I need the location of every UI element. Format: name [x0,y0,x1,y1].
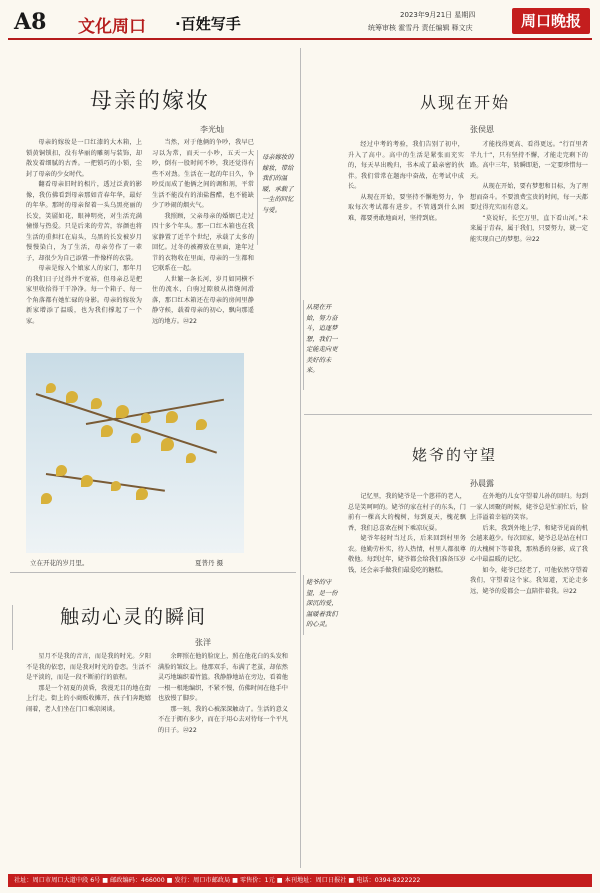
issue-date: 2023年9月21日 星期四 [400,11,476,19]
article-photo [26,353,244,553]
sidebar-rule-touching [12,605,13,650]
photo-leaf [116,405,129,418]
article-text-touching-col1: 星月不是我的音言，而是我的时光。夕阳不是我的依恋，而是我对时光的眷恋。生活不是平淡的，而是一段不断前行的旅程。 那是一个初夏的黄昏，我漫无目的地在街上行走。街上的小商贩收摊开，孩子们奔跑嬉闹着，老人们坐在门口乘凉闲谈。 [26,653,151,713]
photo-leaf [111,481,121,491]
photo-leaf [46,383,56,393]
article-title-present: 从现在开始 [420,93,511,112]
article-text-present-col1: 经过中考的考验，我们告别了初中，升入了高中。高中的生活是紧张而充实的，每天早出晚归，书本成了最亲密的伙伴。我们常常在题海中奋战，在考试中成长。 从现在开始，要坚持不懈地努力，争取每次考试都有进步。不管遇到什么困难，都要勇敢地面对，坚持到底。 [348,141,464,222]
article-sidebar-mother: 母亲嫁妆的嫁妆，带给我们的温暖，承载了一生的回忆与爱。 [262,154,294,214]
article-text-touching-col2: 余晖照在他的脸庞上，照在他花白的头发和满脸的皱纹上。他那双手，布满了老茧，却依然灵巧地编织着竹篮。我静静地站在旁边，看着他一根一根地编织，不紧不慢，仿佛时间在他手中也放慢了脚步。 那一刻，我的心被深深触动了。生活的意义不在于拥有多少，而在于用心去对待每一个平凡的日子。㉒22 [158,653,288,734]
article-author-mother: 李光灿 [200,125,224,134]
article-text-mother-col1: 母亲的嫁妆是一口红漆的大木箱，上锁黄铜锁扣，没有华丽的雕刻与装饰，却散发着细腻的古香。一把锁巧的小锁，尘封了母亲的少女时代。 翻看母亲旧时的相片，透过泛黄的影像，我仿佛看到母亲那如青春年华，最好的年华。那时的母亲留着一头乌黑亮丽的长发，笑靥如花，眼神明亮，对生活充满憧憬与热爱。只是后来的劳苦，容颜也将生活的重担扛在肩头，乌黑的长发被岁月慢慢染白，为了生活，母亲劳作了一辈子，却很少为自己添置一件像样的衣裳。 母亲是嫁入个娘家人的家门，那年月的我们日子过得并不宽裕，但母亲总是把家里收拾得干干净净。每一个箱子、每一个角落都有她忙碌的身影。母亲的嫁妆为新家增添了温暖，也为我们撑起了一个家。 [26,139,142,325]
subsection-title: ·百姓写手 [175,15,241,33]
sidebar-rule-grandpa [303,575,304,635]
article-text-mother-col2: 当然，对于他俩的争吵，我早已习以为常，而天一小吵，五天一大吵，倒有一股时间不吵，我还觉得有些不对劲。生活在一起的年日久，争吵反而成了他俩之间的调和剂，平常生活不能没有的油盐酱醋，也不能缺少了吵闹的烟火气。 我照顾，父亲母亲的婚姻已走过四十多个年头。那一口红木箱也在我家静置了近半个世纪，承载了太多的回忆。过冬的被褥放在里面，逢年过节的衣物收在里面，母亲的一生都和它联系在一起。 人世繁一条长河，岁月如同横不住的流水，白驹过隙般从指缝间滑落，那口红木箱还在母亲的房间里静静守候，载着母亲的初心，飘向那遥远的地方。㉒22 [152,139,254,325]
photo-leaf [81,475,93,487]
article-sidebar-grandpa: 姥爷的守望，是一份深沉的爱，温暖着我们的心灵。 [306,579,338,628]
article-text-grandpa-col1: 记忆里，我的姥爷是一个慈祥的老人，总是笑呵呵的。姥爷的家在村子的东头，门前有一棵高大的槐树，每到夏天，槐花飘香，我们总喜欢在树下乘凉玩耍。 姥爷年轻时当过兵，后来回到村里务农。他勤劳朴实，待人热情，村里人都很尊敬他。每到过年，姥爷都会给我们准备压岁钱，还会亲手做我们最爱吃的糖糕。 [348,493,466,574]
article-title-grandpa: 姥爷的守望 [412,446,498,464]
photo-leaf [161,438,174,451]
article-author-touching: 张洋 [195,638,211,647]
page-code: A8 [14,9,47,35]
article-title-touching: 触动心灵的瞬间 [60,606,208,628]
photo-leaf [101,425,113,437]
photo-branch [36,393,217,454]
sidebar-rule-present [303,300,304,390]
staff-credits: 统筹审核 霍雪丹 责任编辑 释文庆 [368,24,473,32]
article-sidebar-present: 从现在开始，努力奋斗，追逐梦想，我们一定能走向更美好的未来。 [306,304,338,374]
photo-leaf [186,453,196,463]
photo-credit: 夏普丹 摄 [195,559,224,567]
section-title: 文化周口 [78,17,146,37]
photo-leaf [91,398,102,409]
photo-leaf [141,413,151,423]
photo-leaf [196,419,207,430]
article-author-present: 张侯恩 [470,125,494,134]
photo-leaf [136,488,148,500]
photo-leaf [56,465,67,476]
header-rule [8,38,592,40]
section-rule-right [304,414,592,415]
article-text-present-col2: 才能找得更高、看得更远。“行百里者半九十”，只有坚持不懈，才能走完剩下的路。高中三年，转瞬即逝，一定要珍惜每一天。 从现在开始，要有梦想和目标，为了理想而奋斗。不要浪费宝贵的时间，每一天都要过得充实而有意义。 “莫说好，长空万里，直下看山河。”未来属于青春，属于我们，只要努力，就一定能实现自己的梦想。㉒22 [470,141,588,243]
article-text-grandpa-col2: 在外地的儿女守望着儿孙的回归。每到一家人团聚的时候，姥爷总是忙前忙后，脸上洋溢着幸福的笑容。 后来，我到外地上学，和姥爷见面的机会越来越少。每次回家，姥爷总是站在村口的大槐树下等着我，那熟悉的身影，成了我心中最温暖的记忆。 如今，姥爷已经老了，可他依然守望着我们，守望着这个家。我知道，无论走多远，姥爷的爱都会一直陪伴着我。㉒22 [470,493,588,595]
photo-leaf [131,433,141,443]
column-divider [300,48,301,868]
section-rule-left [10,572,296,573]
photo-caption: 立在开花的岁月里。 [30,559,89,567]
sidebar-rule-mother [257,150,258,245]
photo-branch [46,473,165,492]
newspaper-logo: 周口晚报 [512,8,590,34]
photo-leaf [66,391,78,403]
footer-bar: 社址：周口市周口大道中段 6号 ■ 邮政编码：466000 ■ 发行：周口市邮政局 ■ 零售价：1元 ■ 本刊地址：周口日报社 ■ 电话：0394-8222222 [8,874,592,887]
article-author-grandpa: 孙晨露 [470,479,494,488]
photo-leaf [166,411,178,423]
photo-leaf [41,493,52,504]
article-title-mother: 母亲的嫁妆 [90,89,211,114]
